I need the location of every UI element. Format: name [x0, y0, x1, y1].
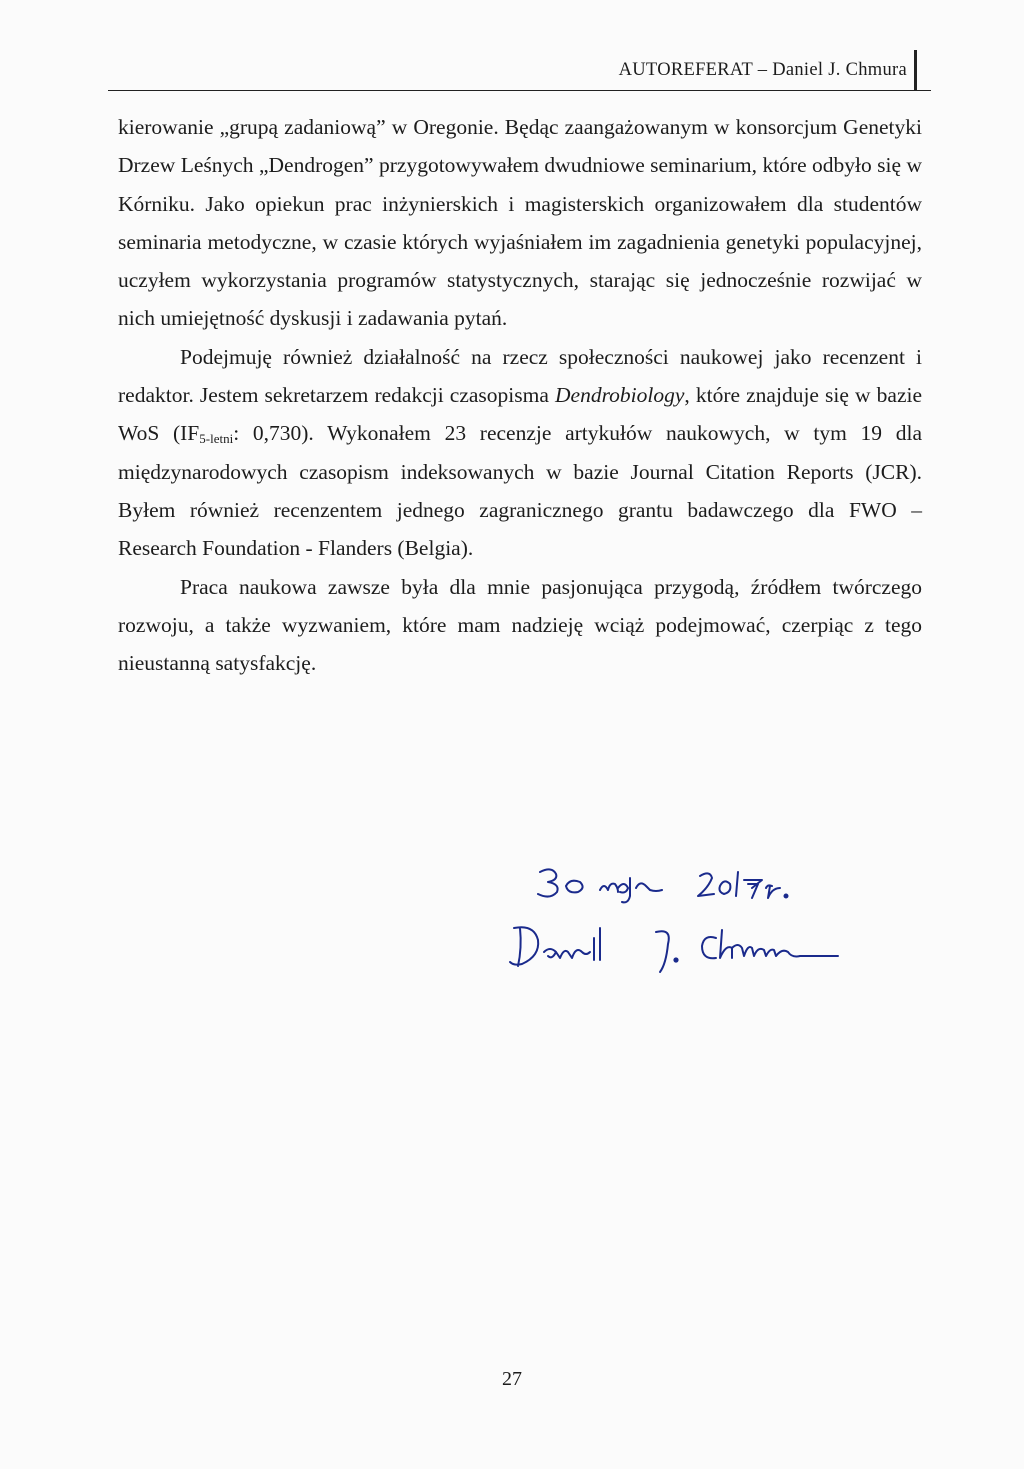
header-vertical-bar [914, 50, 917, 90]
header-title: AUTOREFERAT – Daniel J. Chmura [618, 60, 907, 80]
paragraph-1: kierowanie „grupą zadaniową” w Oregonie. Będąc zaangażowanym w konsorcjum Genetyki Drzew Leśnych „Dendrogen” przygotowywałem dwudniowe seminarium, które odbyło się w Kórniku. Jako opiekun prac inżynierskich i magisterskich organizowałem dla studentów seminaria metodyczne, w czasie których wyjaśniałem im zagadnienia genetyki populacyjnej, uczyłem wykorzystania programów statystycznych, starając się jednocześnie rozwijać w nich umiejętność dyskusji i zadawania pytań. [118, 115, 922, 331]
paragraph-2 [118, 338, 922, 568]
handwritten-signature [500, 848, 860, 978]
running-header [108, 56, 931, 91]
paragraph-2-part-3: : 0,730). Wykonałem 23 recenzje artykułów naukowych, w tym 19 dla międzynarodowych czasopism indeksowanych w bazie Journal Citation Reports (JCR). Byłem również recenzentem jednego zagranicznego grantu badawczego dla FWO – Research Foundation - Flanders (Belgia). [118, 421, 922, 561]
journal-name: Dendrobiology [555, 383, 685, 408]
page-number: 27 [502, 1368, 522, 1390]
signature-drawing [500, 848, 860, 978]
paragraph-2-part-2: , które znajduje się w bazie WoS (IF [118, 383, 922, 446]
impact-factor-subscript: 5-letni [199, 431, 234, 447]
paragraph-3: Praca naukowa zawsze była dla mnie pasjonująca przygodą, źródłem twórczego rozwoju, a także wyzwaniem, które mam nadzieję wciąż podejmować, czerpiąc z tego nieustanną satysfakcję. [118, 574, 922, 676]
body-text [118, 108, 922, 682]
paragraph-2-part-1: Podejmuję również działalność na rzecz społeczności naukowej jako recenzent i redaktor. Jestem sekretarzem redakcji czasopisma [118, 344, 922, 408]
